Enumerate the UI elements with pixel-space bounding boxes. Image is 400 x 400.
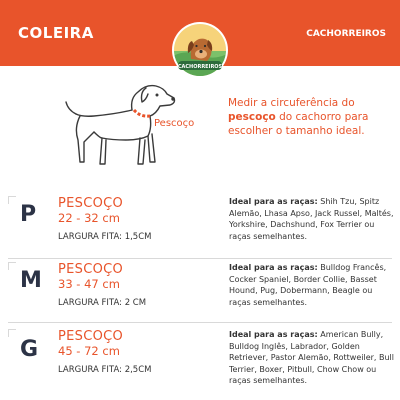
- divider: [8, 322, 392, 323]
- neck-label: Pescoço: [154, 118, 195, 129]
- breed-label: Ideal para as raças:: [229, 330, 318, 339]
- breed-label: Ideal para as raças:: [229, 197, 318, 206]
- breed-list: [229, 262, 394, 308]
- size-letter: G: [20, 337, 39, 362]
- brand-name: CACHORREIROS: [306, 29, 386, 39]
- neck-range: 22 - 32 cm: [58, 211, 120, 225]
- row-bracket: [8, 329, 16, 337]
- breed-names: Shih Tzu, Spitz Alemão, Lhasa Apso, Jack Russel, Maltés, Yorkshire, Dachshund, Fox Terrier ou raças semelhantes.: [229, 197, 394, 241]
- neck-title: PESCOÇO: [58, 329, 124, 344]
- row-bracket: [8, 196, 16, 204]
- size-letter: M: [20, 268, 42, 293]
- tape-width: LARGURA FITA: 1,5CM: [58, 232, 152, 242]
- page-title: COLEIRA: [18, 24, 94, 42]
- breed-list: [229, 196, 394, 242]
- size-letter: P: [20, 202, 37, 227]
- breed-names: Bulldog Francês, Cocker Spaniel, Border Collie, Basset Hound, Pug, Dobermann, Beagle ou raças semelhantes.: [229, 263, 387, 307]
- breed-label: Ideal para as raças:: [229, 263, 318, 272]
- instruction-part1: Medir a circuferência do: [228, 97, 355, 109]
- neck-title: PESCOÇO: [58, 196, 124, 211]
- row-bracket: [8, 262, 16, 270]
- measure-instruction: [228, 96, 398, 138]
- tape-width: LARGURA FITA: 2,5CM: [58, 365, 152, 375]
- instruction-bold: pescoço: [228, 111, 276, 123]
- tape-width: LARGURA FITA: 2 CM: [58, 298, 147, 308]
- dog-illustration: [60, 70, 230, 185]
- breed-names: American Bully, Bulldog Inglês, Labrador, Golden Retriever, Pastor Alemão, Rottweiler, Bull Terrier, Boxer, Pitbull, Chow Chow ou raças semelhantes.: [229, 330, 394, 385]
- logo-text: CACHORREIROS: [177, 64, 223, 70]
- divider: [8, 258, 392, 259]
- instruction-part2: do cachorro para escolher o tamanho ideal.: [228, 111, 369, 137]
- neck-title: PESCOÇO: [58, 262, 124, 277]
- neck-range: 33 - 47 cm: [58, 277, 120, 291]
- neck-range: 45 - 72 cm: [58, 344, 120, 358]
- breed-list: [229, 329, 394, 387]
